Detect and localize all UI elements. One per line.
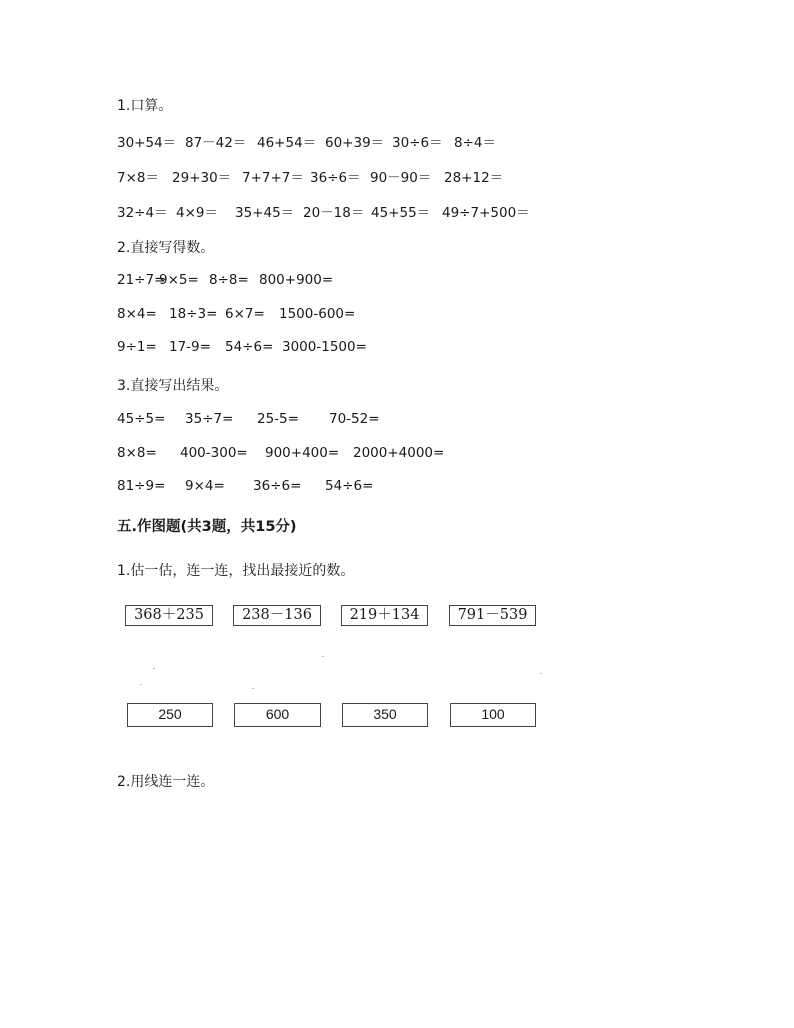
s5-q2-title: 2.用线连一连。 <box>117 774 215 790</box>
expression-box-label: 791－539 <box>457 607 528 623</box>
q1-expr: 30÷6＝ <box>392 135 443 151</box>
scan-speck <box>140 684 142 685</box>
number-box-label: 600 <box>265 706 290 722</box>
number-box[interactable] <box>342 703 428 727</box>
q2-expr: 17-9= <box>169 339 211 355</box>
q2-expr: 9×5= <box>159 272 199 288</box>
q3-expr: 35÷7= <box>185 411 234 427</box>
q1-expr: 46+54＝ <box>257 135 317 151</box>
number-box-label: 250 <box>158 706 182 722</box>
q3-expr: 8×8= <box>117 445 157 461</box>
q1-expr: 28+12＝ <box>444 170 504 186</box>
q2-expr: 6×7= <box>225 306 265 322</box>
expression-box[interactable] <box>125 605 213 626</box>
q3-expr: 9×4= <box>185 478 225 494</box>
q2-expr: 18÷3= <box>169 306 218 322</box>
q2-expr: 1500-600= <box>279 306 356 322</box>
q3-expr: 25-5= <box>257 411 299 427</box>
q1-expr: 60+39＝ <box>325 135 385 151</box>
q1-expr: 49÷7+500＝ <box>442 205 530 221</box>
q1-expr: 36÷6＝ <box>310 170 361 186</box>
q2-expr: 9÷1= <box>117 339 157 355</box>
q1-expr: 4×9＝ <box>176 205 218 221</box>
q1-expr: 87－42＝ <box>185 135 247 151</box>
number-box[interactable] <box>450 703 536 727</box>
q1-expr: 35+45＝ <box>235 205 295 221</box>
q2-expr: 8÷8= <box>209 272 249 288</box>
q1-expr: 7×8＝ <box>117 170 159 186</box>
q1-expr: 90－90＝ <box>370 170 432 186</box>
q3-expr: 45÷5= <box>117 411 166 427</box>
q3-expr: 400-300= <box>180 445 248 461</box>
q2-expr: 800+900= <box>259 272 334 288</box>
q2-expr: 21÷7= <box>117 272 166 288</box>
q3-expr: 70-52= <box>329 411 380 427</box>
expression-box[interactable] <box>341 605 428 626</box>
q1-expr: 32÷4＝ <box>117 205 168 221</box>
q1-title: 1.口算。 <box>117 98 173 114</box>
expression-box-label: 368＋235 <box>134 607 204 623</box>
number-box[interactable] <box>234 703 321 727</box>
q3-expr: 54÷6= <box>325 478 374 494</box>
q1-expr: 29+30＝ <box>172 170 232 186</box>
scan-speck <box>540 673 542 674</box>
q1-expr: 45+55＝ <box>371 205 431 221</box>
s5-q1-title: 1.估一估，连一连，找出最接近的数。 <box>117 563 355 579</box>
expression-box-label: 238－136 <box>242 607 312 623</box>
number-box[interactable] <box>127 703 213 727</box>
q1-expr: 7+7+7＝ <box>242 170 304 186</box>
q1-expr: 30+54＝ <box>117 135 177 151</box>
q2-title: 2.直接写得数。 <box>117 240 215 256</box>
q3-expr: 900+400= <box>265 445 340 461</box>
scan-speck <box>153 668 155 669</box>
number-box-label: 350 <box>373 706 397 722</box>
q2-expr: 3000-1500= <box>282 339 367 355</box>
expression-box-label: 219＋134 <box>349 607 420 623</box>
q3-title: 3.直接写出结果。 <box>117 378 229 394</box>
q1-expr: 8÷4＝ <box>454 135 496 151</box>
scan-speck <box>252 688 254 689</box>
q3-expr: 81÷9= <box>117 478 166 494</box>
number-box-label: 100 <box>481 706 505 722</box>
expression-box[interactable] <box>449 605 536 626</box>
q3-expr: 2000+4000= <box>353 445 445 461</box>
q2-expr: 54÷6= <box>225 339 274 355</box>
expression-box[interactable] <box>233 605 321 626</box>
section-heading: 五.作图题(共3题，共15分) <box>117 519 297 535</box>
scan-speck <box>322 656 324 657</box>
q2-expr: 8×4= <box>117 306 157 322</box>
q1-expr: 20－18＝ <box>303 205 365 221</box>
q3-expr: 36÷6= <box>253 478 302 494</box>
